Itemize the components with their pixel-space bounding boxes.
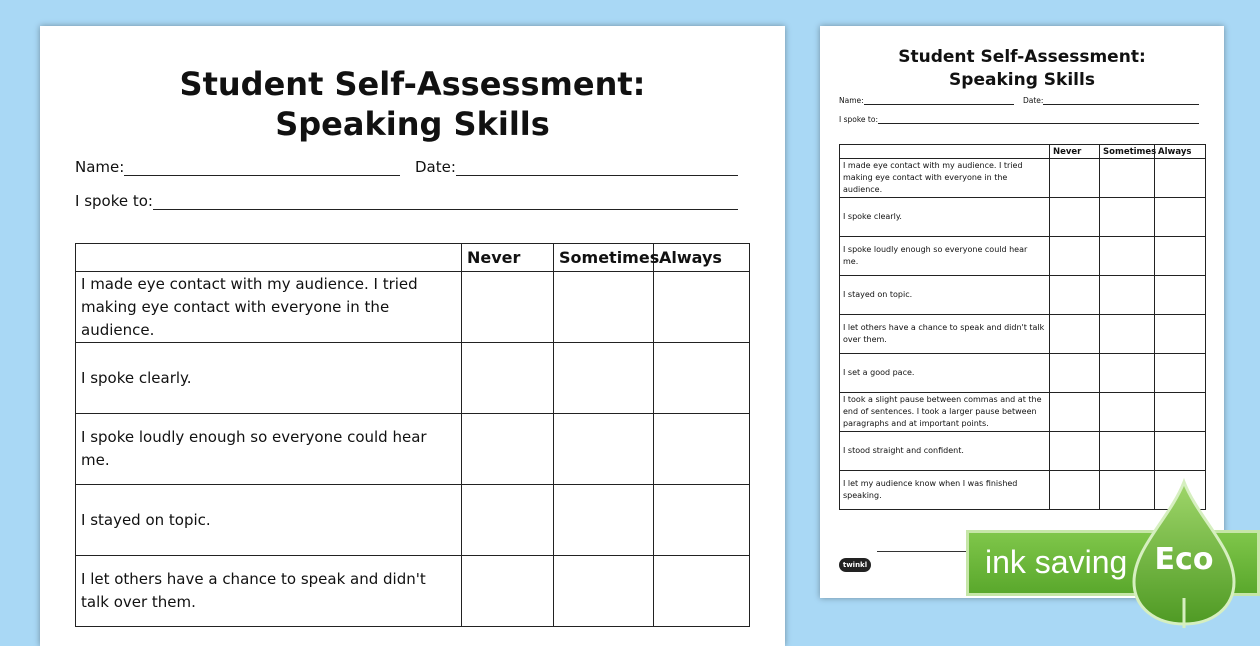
worksheet-title [40, 26, 785, 144]
table-row [76, 272, 750, 343]
statement-cell: I stood straight and confident. [840, 432, 1050, 471]
twinkl-logo: twinkl [839, 558, 871, 572]
spoke-to-field-small [839, 115, 1199, 124]
always-cell[interactable] [1155, 315, 1206, 354]
sometimes-cell[interactable] [1100, 432, 1155, 471]
statement-cell: I spoke clearly. [76, 343, 462, 414]
date-field-small [1023, 96, 1199, 105]
never-cell[interactable] [462, 556, 554, 627]
table-row [76, 485, 750, 556]
header-statement [840, 145, 1050, 159]
title-line-2: Speaking Skills [949, 70, 1095, 90]
table-row [76, 556, 750, 627]
always-cell[interactable] [1155, 393, 1206, 432]
table-row [840, 276, 1206, 315]
always-cell[interactable] [654, 343, 750, 414]
header-sometimes: Sometimes [554, 244, 654, 272]
spoke-to-blank-line [878, 123, 1199, 124]
never-cell[interactable] [1050, 237, 1100, 276]
title-line-1: Student Self-Assessment: [898, 47, 1146, 67]
table-row [840, 315, 1206, 354]
always-cell[interactable] [654, 556, 750, 627]
always-cell[interactable] [1155, 354, 1206, 393]
statement-cell: I let others have a chance to speak and didn't talk over them. [840, 315, 1050, 354]
sometimes-cell[interactable] [554, 343, 654, 414]
statement-cell: I stayed on topic. [840, 276, 1050, 315]
name-field [75, 158, 400, 176]
spoke-to-blank-line [153, 209, 738, 210]
worksheet-title-small [820, 26, 1224, 92]
always-cell[interactable] [654, 485, 750, 556]
never-cell[interactable] [1050, 471, 1100, 510]
title-line-2: Speaking Skills [275, 105, 550, 143]
date-blank-line [456, 175, 738, 176]
spoke-to-label: I spoke to: [75, 192, 153, 210]
table-row [76, 343, 750, 414]
ink-saving-text: ink saving [985, 544, 1128, 580]
worksheet-page-large [40, 26, 785, 646]
date-label: Date: [415, 158, 456, 176]
header-never: Never [1050, 145, 1100, 159]
never-cell[interactable] [462, 272, 554, 343]
date-label: Date: [1023, 96, 1044, 105]
assessment-table-small [839, 144, 1206, 510]
statement-cell: I let my audience know when I was finished speaking. [840, 471, 1050, 510]
header-always: Always [654, 244, 750, 272]
sometimes-cell[interactable] [554, 556, 654, 627]
always-cell[interactable] [1155, 276, 1206, 315]
name-blank-line [864, 104, 1014, 105]
eco-text: Eco [1154, 542, 1214, 577]
sometimes-cell[interactable] [1100, 315, 1155, 354]
table-row [840, 432, 1206, 471]
sometimes-cell[interactable] [1100, 393, 1155, 432]
header-always: Always [1155, 145, 1206, 159]
table-row [840, 354, 1206, 393]
never-cell[interactable] [1050, 276, 1100, 315]
date-blank-line [1043, 104, 1199, 105]
sometimes-cell[interactable] [1100, 276, 1155, 315]
statement-cell: I took a slight pause between commas and at the end of sentences. I took a larger pause between paragraphs and at important points. [840, 393, 1050, 432]
always-cell[interactable] [654, 272, 750, 343]
statement-cell: I stayed on topic. [76, 485, 462, 556]
statement-cell: I made eye contact with my audience. I tried making eye contact with everyone in the audience. [76, 272, 462, 343]
never-cell[interactable] [1050, 432, 1100, 471]
name-label: Name: [75, 158, 125, 176]
always-cell[interactable] [1155, 159, 1206, 198]
table-header-row [840, 145, 1206, 159]
header-never: Never [462, 244, 554, 272]
never-cell[interactable] [1050, 315, 1100, 354]
sometimes-cell[interactable] [554, 272, 654, 343]
statement-cell: I let others have a chance to speak and didn't talk over them. [76, 556, 462, 627]
statement-cell: I set a good pace. [840, 354, 1050, 393]
never-cell[interactable] [462, 343, 554, 414]
sometimes-cell[interactable] [554, 485, 654, 556]
statement-cell: I made eye contact with my audience. I tried making eye contact with everyone in the audience. [840, 159, 1050, 198]
table-row [840, 393, 1206, 432]
never-cell[interactable] [462, 414, 554, 485]
statement-cell: I spoke clearly. [840, 198, 1050, 237]
name-label: Name: [839, 96, 864, 105]
sometimes-cell[interactable] [1100, 237, 1155, 276]
never-cell[interactable] [462, 485, 554, 556]
always-cell[interactable] [654, 414, 750, 485]
statement-cell: I spoke loudly enough so everyone could hear me. [840, 237, 1050, 276]
spoke-to-field [75, 192, 738, 210]
name-field-small [839, 96, 1014, 105]
name-blank-line [124, 175, 400, 176]
always-cell[interactable] [1155, 237, 1206, 276]
date-field [415, 158, 738, 176]
sometimes-cell[interactable] [554, 414, 654, 485]
never-cell[interactable] [1050, 159, 1100, 198]
table-row [840, 159, 1206, 198]
eco-drop-badge [1128, 478, 1240, 630]
sometimes-cell[interactable] [1100, 159, 1155, 198]
never-cell[interactable] [1050, 198, 1100, 237]
always-cell[interactable] [1155, 432, 1206, 471]
sometimes-cell[interactable] [1100, 198, 1155, 237]
table-header-row [76, 244, 750, 272]
never-cell[interactable] [1050, 393, 1100, 432]
assessment-table [75, 243, 750, 627]
table-row [76, 414, 750, 485]
never-cell[interactable] [1050, 354, 1100, 393]
table-row [840, 198, 1206, 237]
header-sometimes: Sometimes [1100, 145, 1155, 159]
spoke-to-label: I spoke to: [839, 115, 878, 124]
statement-cell: I spoke loudly enough so everyone could hear me. [76, 414, 462, 485]
always-cell[interactable] [1155, 198, 1206, 237]
table-row [840, 237, 1206, 276]
header-statement [76, 244, 462, 272]
sometimes-cell[interactable] [1100, 354, 1155, 393]
title-line-1: Student Self-Assessment: [179, 65, 646, 103]
